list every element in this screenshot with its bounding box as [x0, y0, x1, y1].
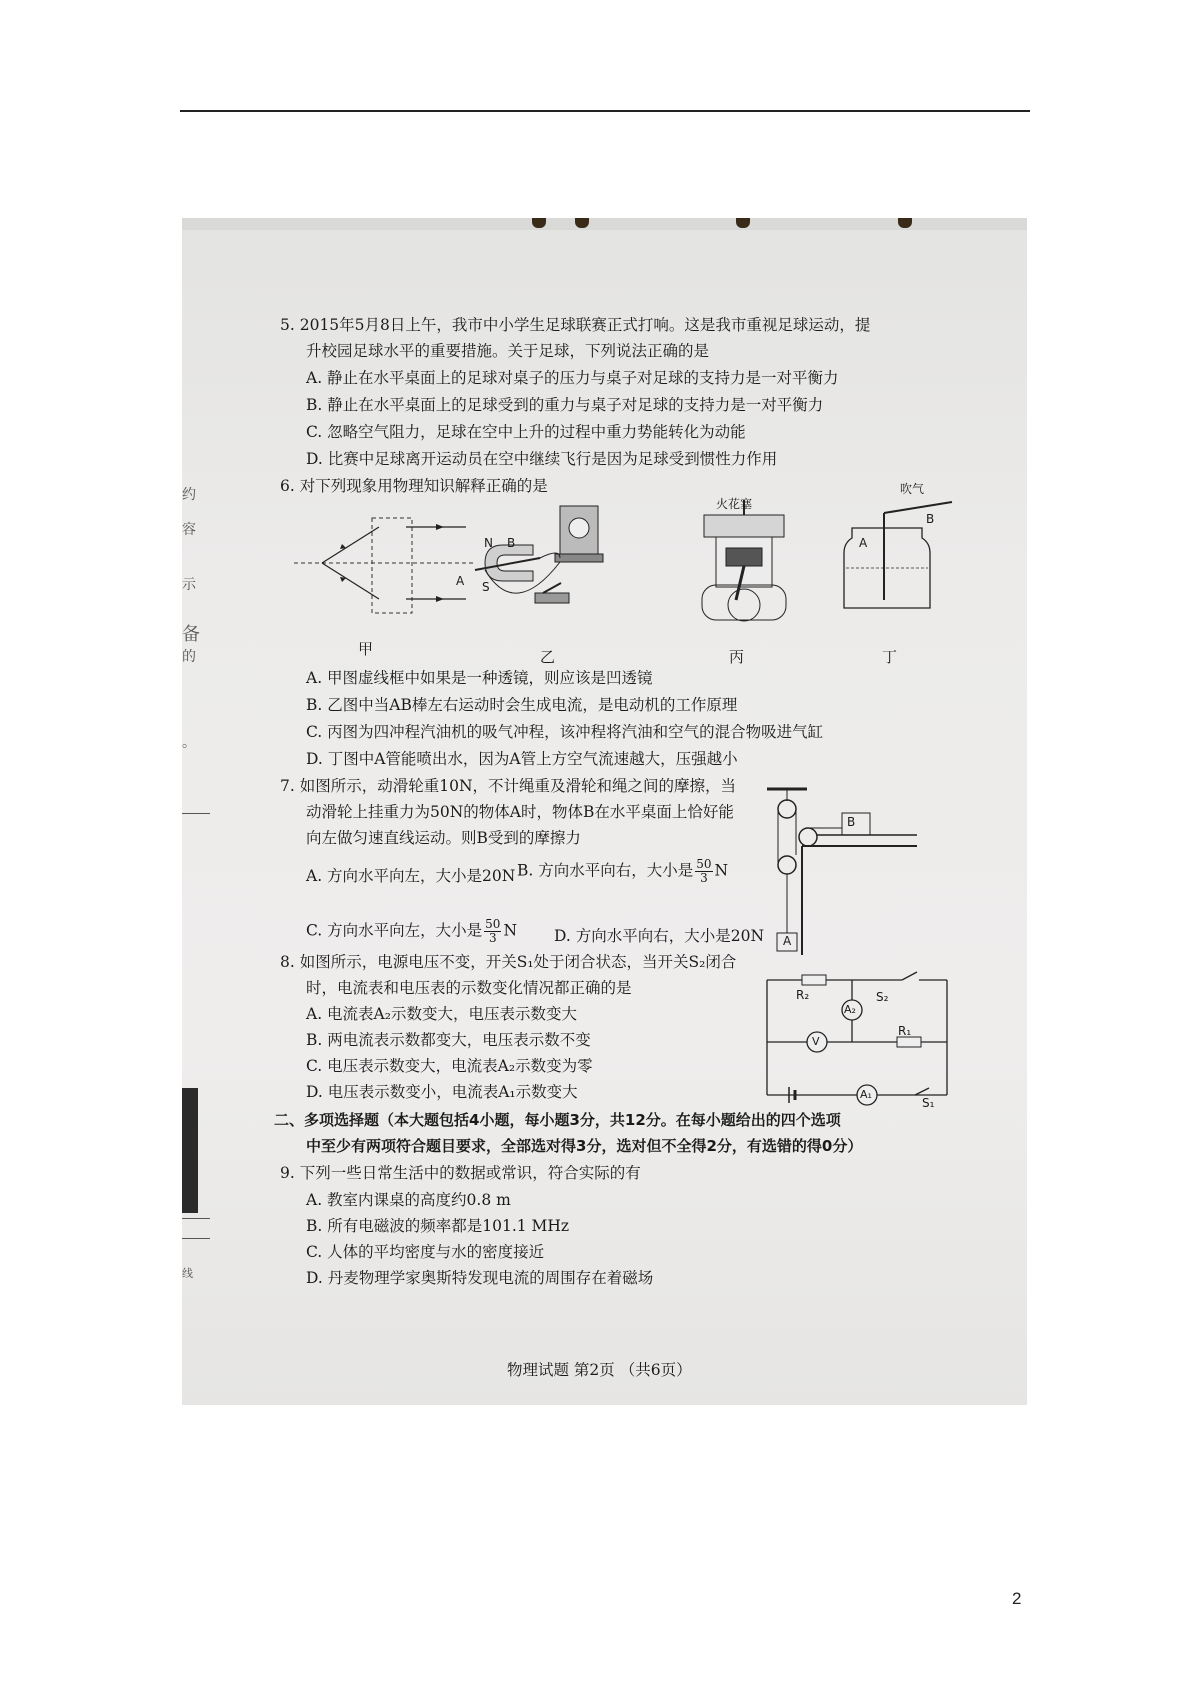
- q6-fig-text-spark: 火花塞: [716, 497, 753, 511]
- q7-option-b: B. 方向水平向右，大小是 $\frac{50}{3}$ N: [517, 857, 729, 885]
- header-rule: [180, 110, 1030, 112]
- q9-option-c: C. 人体的平均密度与水的密度接近: [306, 1243, 545, 1261]
- q8-option-c: C. 电压表示数变大，电流表A₂示数变为零: [306, 1057, 593, 1075]
- q9-option-b: B. 所有电磁波的频率都是101.1 MHz: [306, 1217, 570, 1235]
- q6-option-b: B. 乙图中当AB棒左右运动时会生成电流，是电动机的工作原理: [306, 696, 738, 714]
- q8-circuit-s1: S₁: [922, 1096, 935, 1110]
- q8-option-b: B. 两电流表示数都变大，电压表示数不变: [306, 1031, 591, 1049]
- q5-option-b: B. 静止在水平桌面上的足球受到的重力与桌子对足球的支持力是一对平衡力: [306, 396, 824, 414]
- q6-fig-text-a2: A: [859, 536, 868, 550]
- q6-option-c: C. 丙图为四冲程汽油机的吸气冲程，该冲程将汽油和空气的混合物吸进气缸: [306, 723, 824, 741]
- section2-heading-line2: 中至少有两项符合题目要求，全部选对得3分，选对但不全得2分，有选错的得0分）: [306, 1137, 863, 1155]
- q6-label-ding: 丁: [882, 648, 898, 666]
- q6-fig-text-s: S: [482, 580, 490, 594]
- q5-option-d: D. 比赛中足球离开运动员在空中继续飞行是因为足球受到惯性力作用: [306, 450, 778, 468]
- q7-option-a: A. 方向水平向左，大小是20N: [306, 867, 516, 885]
- q8-stem-line1: 8. 如图所示，电源电压不变，开关S₁处于闭合状态，当开关S₂闭合: [280, 953, 737, 971]
- photo-top-blot: [575, 218, 589, 228]
- margin-dark-block: [182, 1088, 198, 1213]
- q6-label-jia: 甲: [358, 640, 374, 658]
- exam-footer: 物理试题 第2页 （共6页）: [507, 1361, 692, 1379]
- q8-circuit-a1: A₁: [860, 1088, 872, 1101]
- photo-top-blot: [736, 218, 750, 228]
- q7-stem-line1: 7. 如图所示，动滑轮重10N，不计绳重及滑轮和绳之间的摩擦，当: [280, 777, 737, 795]
- q8-circuit-a2: A₂: [844, 1003, 856, 1016]
- q8-circuit-v: V: [812, 1035, 820, 1048]
- q7-option-c: C. 方向水平向左，大小是 $\frac{50}{3}$ N: [306, 917, 518, 945]
- q5-stem-line2: 升校园足球水平的重要措施。关于足球，下列说法正确的是: [306, 342, 710, 360]
- q7-fraction: $\frac{50}{3}$: [696, 857, 712, 885]
- q8-circuit-r1: R₁: [898, 1024, 912, 1038]
- margin-fragment: 约: [182, 487, 196, 503]
- q8-option-a: A. 电流表A₂示数变大，电压表示数变大: [306, 1005, 577, 1023]
- q5-option-a: A. 静止在水平桌面上的足球对桌子的压力与桌子对足球的支持力是一对平衡力: [306, 369, 839, 387]
- scanned-exam-photo: [182, 218, 1027, 1405]
- margin-fragment: 示: [182, 577, 196, 593]
- q6-figure-yi-generator: [465, 488, 645, 628]
- q6-fig-text-blow: 吹气: [900, 482, 925, 496]
- section2-heading-line1: 二、多项选择题（本大题包括4小题，每小题3分，共12分。在每小题给出的四个选项: [274, 1111, 841, 1129]
- margin-fragment: 线: [182, 1267, 193, 1280]
- q6-option-a: A. 甲图虚线框中如果是一种透镜，则应该是凹透镜: [306, 669, 653, 687]
- q6-option-d: D. 丁图中A管能喷出水，因为A管上方空气流速越大，压强越小: [306, 750, 738, 768]
- q5-stem-line1: 5. 2015年5月8日上午，我市中小学生足球联赛正式打响。这是我市重视足球运动，提: [280, 316, 871, 334]
- q7-fraction: $\frac{50}{3}$: [485, 917, 501, 945]
- q9-stem: 9. 下列一些日常生活中的数据或常识，符合实际的有: [280, 1164, 641, 1182]
- margin-line: [182, 1218, 210, 1219]
- q6-fig-text-b2: B: [926, 512, 935, 526]
- q7-stem-line3: 向左做匀速直线运动。则B受到的摩擦力: [306, 829, 581, 847]
- q7-option-d: D. 方向水平向右，大小是20N: [554, 927, 765, 945]
- photo-top-blot: [532, 218, 546, 228]
- q6-figure-jia-lens: [294, 513, 474, 623]
- margin-fragment: 容: [182, 522, 196, 538]
- margin-line: [182, 813, 210, 814]
- q6-stem: 6. 对下列现象用物理知识解释正确的是: [280, 477, 548, 495]
- margin-line: [182, 1238, 210, 1239]
- q7-fig-text-b: B: [847, 815, 856, 829]
- q6-figure-ding-jar: [834, 488, 964, 628]
- q6-figure-bing-engine: [694, 500, 794, 625]
- q8-circuit-r2: R₂: [796, 988, 810, 1002]
- q9-option-d: D. 丹麦物理学家奥斯特发现电流的周围存在着磁场: [306, 1269, 654, 1287]
- margin-fragment: 备: [182, 624, 200, 645]
- q5-option-c: C. 忽略空气阻力，足球在空中上升的过程中重力势能转化为动能: [306, 423, 746, 441]
- q8-figure-circuit: [757, 970, 957, 1110]
- q7-figure-pulley: [767, 785, 917, 955]
- margin-fragment: 。: [182, 735, 196, 751]
- photo-top-blot: [898, 218, 912, 228]
- q6-fig-text-n: N: [484, 536, 493, 550]
- q8-option-d: D. 电压表示数变小，电流表A₁示数变大: [306, 1083, 578, 1101]
- q7-stem-line2: 动滑轮上挂重力为50N的物体A时，物体B在水平桌面上恰好能: [306, 803, 734, 821]
- page-number: 2: [1012, 1589, 1022, 1608]
- q7-fig-text-a: A: [783, 934, 792, 948]
- q6-label-bing: 丙: [729, 648, 745, 666]
- q8-stem-line2: 时，电流表和电压表的示数变化情况都正确的是: [306, 979, 632, 997]
- q6-fig-text-a: A: [456, 574, 465, 588]
- margin-fragment: 的: [182, 649, 196, 665]
- q6-fig-text-b: B: [507, 536, 516, 550]
- q9-option-a: A. 教室内课桌的高度约0.8 m: [306, 1191, 511, 1209]
- q8-circuit-s2: S₂: [876, 990, 889, 1004]
- q6-label-yi: 乙: [540, 648, 556, 666]
